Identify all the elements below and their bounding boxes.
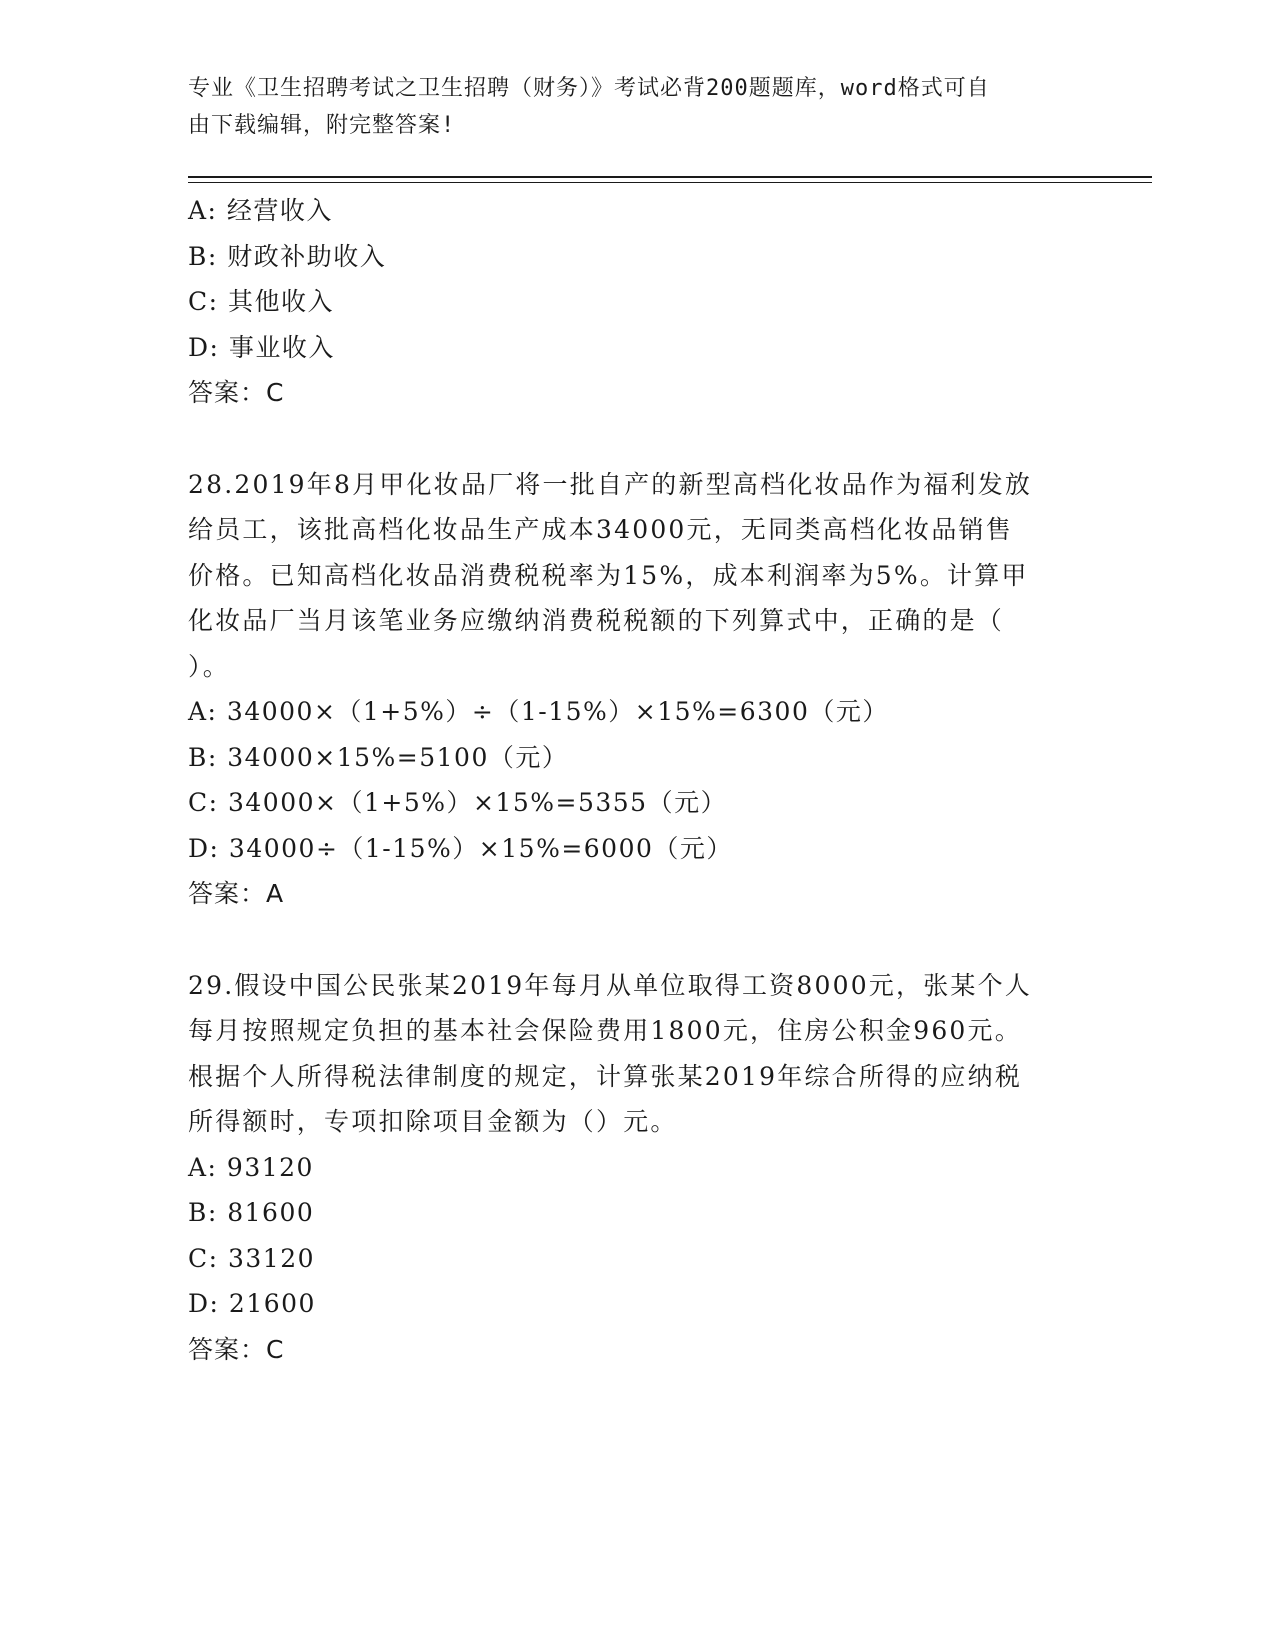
option-b: B: 财政补助收入 <box>188 241 387 271</box>
question-28-stem-line: 28.2019年8月甲化妆品厂将一批自产的新型高档化妆品作为福利发放 <box>188 469 1033 499</box>
question-28-stem <box>188 462 1088 690</box>
header-divider-thin <box>188 182 1152 183</box>
option-a: A: 经营收入 <box>188 196 333 225</box>
option-d: D: 21600 <box>188 1289 316 1318</box>
question-28-stem-line: 给员工，该批高档化妆品生产成本34000元，无同类高档化妆品销售 <box>188 515 1013 544</box>
option-c: C: 33120 <box>188 1243 316 1273</box>
option-d: D: 事业收入 <box>188 332 335 362</box>
header-divider-thick <box>188 176 1152 178</box>
question-29-stem <box>188 963 1088 1145</box>
document-body <box>188 188 1088 1372</box>
question-27-options <box>188 188 1088 370</box>
option-a: A: 34000×（1+5%）÷（1-15%）×15%=6300（元） <box>188 697 889 726</box>
question-29-options <box>188 1145 1088 1327</box>
document-header <box>188 70 1088 144</box>
question-28-stem-line: 化妆品厂当月该笔业务应缴纳消费税税额的下列算式中，正确的是（ <box>188 606 1005 635</box>
header-line-2: 由下载编辑，附完整答案! <box>188 113 456 138</box>
option-c: C: 其他收入 <box>188 287 334 316</box>
option-c: C: 34000×（1+5%）×15%=5355（元） <box>188 788 728 817</box>
option-a: A: 93120 <box>188 1152 314 1182</box>
question-28-options <box>188 689 1088 871</box>
option-d: D: 34000÷（1-15%）×15%=6000（元） <box>188 833 733 863</box>
question-27-answer: 答案：C <box>188 378 285 407</box>
question-28-answer: 答案：A <box>188 879 285 908</box>
question-29-answer: 答案：C <box>188 1334 285 1364</box>
question-29-stem-line: 所得额时，专项扣除项目金额为（）元。 <box>188 1107 678 1136</box>
option-b: B: 34000×15%=5100（元） <box>188 742 569 772</box>
question-28-stem-line: ）。 <box>188 651 230 681</box>
question-28-stem-line: 价格。已知高档化妆品消费税税率为15%，成本利润率为5%。计算甲 <box>188 560 1029 590</box>
question-29-stem-line: 29.假设中国公民张某2019年每月从单位取得工资8000元，张某个人 <box>188 970 1033 1000</box>
option-b: B: 81600 <box>188 1198 315 1227</box>
header-line-1: 专业《卫生招聘考试之卫生招聘（财务）》考试必背200题题库，word格式可自 <box>188 76 990 101</box>
question-29-stem-line: 根据个人所得税法律制度的规定，计算张某2019年综合所得的应纳税 <box>188 1061 1023 1091</box>
question-29-stem-line: 每月按照规定负担的基本社会保险费用1800元，住房公积金960元。 <box>188 1016 1022 1045</box>
